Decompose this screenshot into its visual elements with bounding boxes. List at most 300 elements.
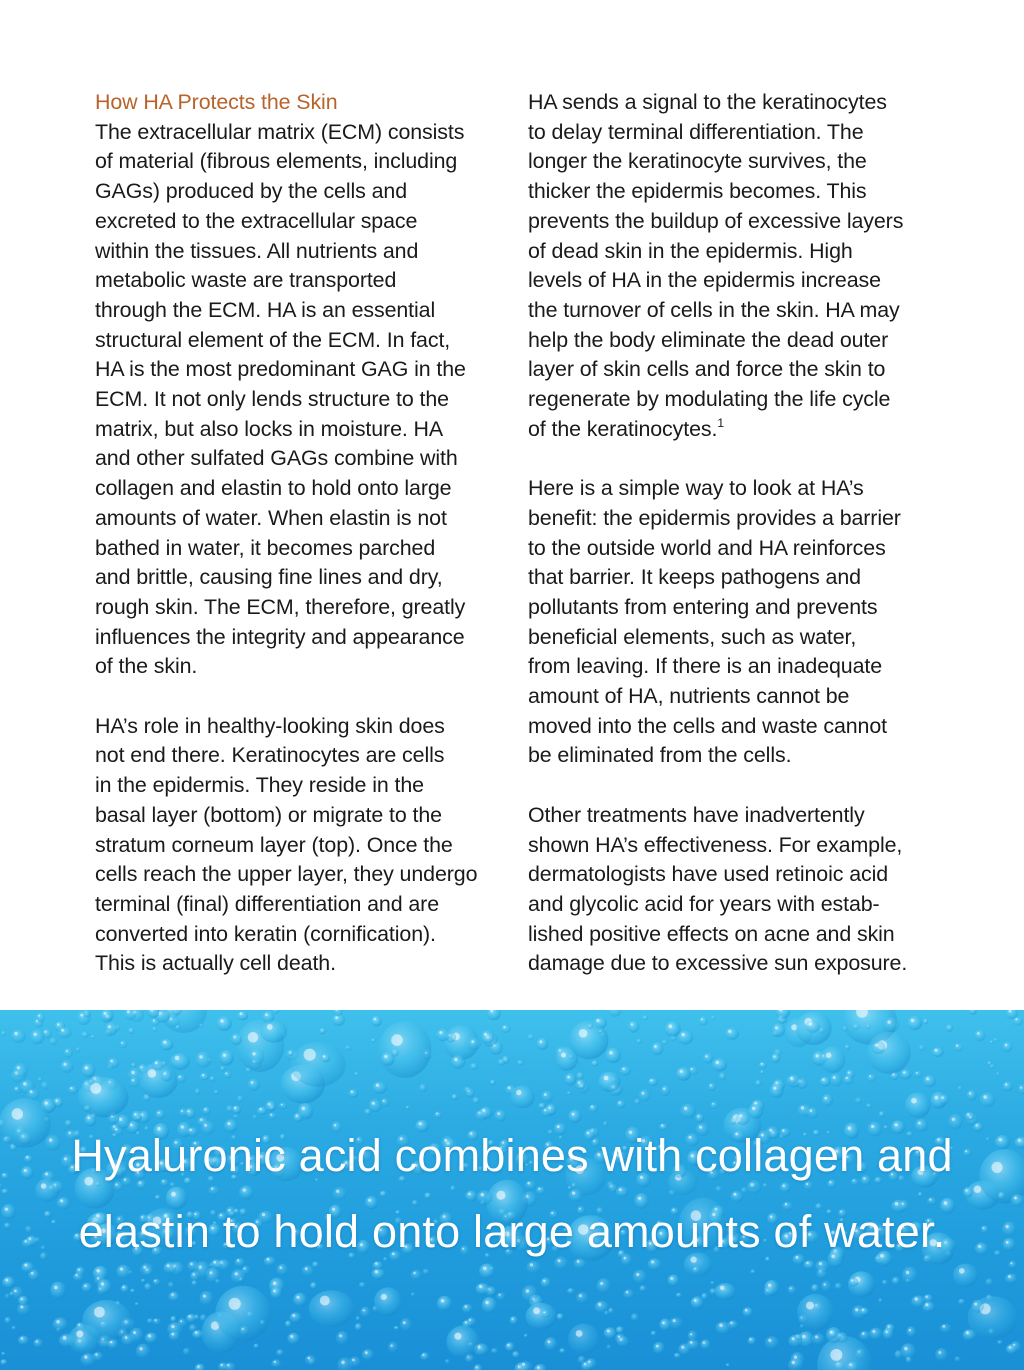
text-line: longer the keratinocyte survives, the <box>528 149 867 174</box>
water-droplet <box>797 1294 834 1330</box>
droplet-highlight <box>600 1282 603 1285</box>
water-droplet <box>541 1091 553 1103</box>
droplet-highlight <box>792 1361 795 1364</box>
water-droplet <box>406 1106 410 1110</box>
droplet-highlight <box>619 1102 621 1104</box>
droplet-highlight <box>663 1088 665 1090</box>
water-droplet <box>360 1307 370 1318</box>
droplet-highlight <box>225 1072 227 1074</box>
droplet-highlight <box>31 1272 33 1274</box>
droplet-highlight <box>110 1341 112 1343</box>
water-droplet <box>379 1021 432 1078</box>
water-droplet <box>567 1288 574 1294</box>
water-droplet <box>336 1331 349 1345</box>
droplet-highlight <box>872 1330 875 1333</box>
droplet-highlight <box>745 1309 747 1311</box>
water-droplet <box>710 1102 719 1110</box>
droplet-highlight <box>158 1112 160 1114</box>
water-droplet <box>680 1104 696 1119</box>
text-line: matrix, but also locks in moisture. HA <box>95 416 444 441</box>
text-line: GAGs) produced by the cells and <box>95 179 407 204</box>
droplet-highlight <box>642 1092 645 1095</box>
text-line: stratum corneum layer (top). Once the <box>95 832 453 857</box>
droplet-highlight <box>712 1103 714 1105</box>
water-droplet <box>1006 1344 1017 1354</box>
water-droplet <box>712 1058 727 1071</box>
water-droplet <box>84 1105 92 1111</box>
droplet-highlight <box>180 1320 182 1322</box>
right-column <box>528 88 933 1009</box>
droplet-highlight <box>499 1294 501 1296</box>
droplet-highlight <box>862 1309 864 1311</box>
water-droplet <box>795 1334 802 1340</box>
text-line: shown HA’s effectiveness. For example, <box>528 832 903 857</box>
droplet-highlight <box>374 1018 376 1020</box>
droplet-highlight <box>681 1033 684 1036</box>
water-droplet <box>76 1047 81 1052</box>
water-droplet <box>38 1077 43 1081</box>
water-droplet <box>636 1039 641 1044</box>
water-droplet <box>546 1104 557 1115</box>
water-droplet <box>354 1072 359 1076</box>
water-droplet <box>639 1089 651 1101</box>
text-line: of the skin. <box>95 654 198 679</box>
water-droplet <box>88 1079 94 1085</box>
text-line: amounts of water. When elastin is not <box>95 505 447 530</box>
droplet-highlight <box>23 1082 26 1085</box>
water-droplet <box>108 1058 120 1068</box>
droplet-highlight <box>274 1361 276 1363</box>
droplet-highlight <box>365 1351 368 1354</box>
water-droplet <box>9 1292 14 1296</box>
water-droplet <box>501 1025 511 1033</box>
water-droplet <box>541 1310 549 1318</box>
text-line: to delay terminal differentiation. The <box>528 119 864 144</box>
water-droplet <box>310 1282 317 1289</box>
water-droplet <box>608 1308 614 1314</box>
water-droplet <box>68 1086 78 1094</box>
water-droplet <box>200 1291 214 1306</box>
water-droplets-banner <box>0 1010 1024 1370</box>
water-droplet <box>807 1107 819 1118</box>
water-droplet <box>989 1040 993 1044</box>
text-line: to the outside world and HA reinforces <box>528 535 886 560</box>
text-line: of the keratinocytes.$^1$ <box>528 415 724 441</box>
droplet-highlight <box>44 1031 46 1033</box>
droplet-highlight <box>363 1309 365 1311</box>
water-droplet <box>843 1075 853 1084</box>
water-droplet <box>969 1010 977 1015</box>
droplet-highlight <box>526 1289 529 1292</box>
water-droplet <box>544 1337 557 1350</box>
droplet-highlight <box>773 1087 776 1090</box>
droplet-highlight <box>935 1049 938 1052</box>
droplet-highlight <box>544 1093 547 1096</box>
water-droplet <box>524 1334 528 1338</box>
water-droplet <box>700 1339 710 1349</box>
droplet-highlight <box>202 1074 204 1076</box>
droplet-highlight <box>750 1338 752 1340</box>
droplet-highlight <box>966 1331 969 1334</box>
water-droplet <box>771 1053 780 1063</box>
water-droplet <box>510 1316 518 1325</box>
droplet-highlight <box>484 1033 487 1036</box>
droplet-highlight <box>63 1336 67 1340</box>
droplet-highlight <box>752 1107 755 1110</box>
droplet-highlight <box>802 1335 805 1338</box>
water-droplet <box>50 1282 66 1299</box>
droplet-highlight <box>281 1104 283 1106</box>
droplet-highlight <box>1005 1083 1007 1085</box>
water-droplet <box>597 1278 611 1293</box>
water-droplet <box>805 1021 819 1033</box>
droplet-highlight <box>579 1029 588 1038</box>
water-droplet <box>575 1079 585 1090</box>
water-droplet <box>161 1070 172 1082</box>
water-droplet <box>200 1073 209 1081</box>
water-droplet <box>585 1358 596 1369</box>
droplet-highlight <box>572 1113 575 1116</box>
water-droplet <box>254 1344 259 1349</box>
droplet-highlight <box>719 1324 722 1327</box>
water-droplet <box>195 1088 201 1095</box>
water-droplet <box>279 1102 287 1109</box>
droplet-highlight <box>508 1086 511 1089</box>
droplet-highlight <box>1008 1275 1011 1278</box>
droplet-highlight <box>76 1330 83 1337</box>
droplet-highlight <box>21 1337 23 1339</box>
water-droplet <box>270 1287 282 1299</box>
droplet-highlight <box>824 1283 826 1285</box>
water-droplet <box>141 1279 145 1283</box>
droplet-highlight <box>381 1294 387 1300</box>
droplet-highlight <box>104 1012 107 1015</box>
water-droplet <box>372 1082 387 1094</box>
water-droplet <box>194 1314 199 1320</box>
droplet-highlight <box>384 1055 387 1058</box>
droplet-highlight <box>822 1078 824 1080</box>
water-droplet <box>616 1326 624 1333</box>
droplet-highlight <box>739 1114 742 1117</box>
water-droplet <box>5 1294 10 1299</box>
droplet-highlight <box>875 1044 878 1047</box>
water-droplet <box>963 1329 977 1340</box>
droplet-highlight <box>84 1285 86 1287</box>
water-droplet <box>820 1046 846 1073</box>
water-droplet <box>711 1015 716 1020</box>
droplet-highlight <box>792 1337 795 1340</box>
paragraph <box>528 801 933 979</box>
text-line: and other sulfated GAGs combine with <box>95 446 458 471</box>
water-droplet <box>136 1344 151 1359</box>
droplet-highlight <box>904 1347 907 1350</box>
water-droplet <box>2 1277 15 1289</box>
water-droplet <box>391 1049 399 1057</box>
water-droplet <box>914 1071 922 1078</box>
water-droplet <box>526 1303 557 1330</box>
water-droplet <box>468 1038 481 1051</box>
droplet-highlight <box>193 1273 195 1275</box>
droplet-highlight <box>465 1305 467 1307</box>
water-droplet <box>651 1042 663 1055</box>
droplet-highlight <box>909 1329 911 1331</box>
droplet-highlight <box>14 1032 17 1035</box>
water-droplet <box>631 1313 639 1321</box>
droplet-highlight <box>775 1026 778 1029</box>
droplet-highlight <box>45 1101 48 1104</box>
water-droplet <box>239 1277 243 1281</box>
water-droplet <box>191 1280 197 1286</box>
water-droplet <box>620 1066 631 1076</box>
water-droplet <box>678 1344 690 1356</box>
droplet-highlight <box>607 1330 610 1333</box>
water-droplet <box>437 1296 452 1311</box>
droplet-highlight <box>654 1045 657 1048</box>
water-droplet <box>476 1283 490 1295</box>
water-droplet <box>121 1285 129 1293</box>
water-droplet <box>911 1295 925 1307</box>
water-droplet <box>260 1021 287 1043</box>
droplet-highlight <box>441 1299 444 1302</box>
water-droplet <box>175 1025 180 1030</box>
water-droplet <box>996 1072 1000 1076</box>
text-line: cells reach the upper layer, they undergo <box>95 862 478 887</box>
droplet-highlight <box>862 1332 865 1335</box>
water-droplet <box>1002 1081 1013 1091</box>
droplet-highlight <box>790 1287 792 1289</box>
droplet-highlight <box>302 1107 305 1110</box>
droplet-highlight <box>454 1058 457 1061</box>
droplet-highlight <box>108 1025 111 1028</box>
droplet-highlight <box>273 1282 276 1285</box>
droplet-highlight <box>631 1023 633 1025</box>
droplet-highlight <box>935 1096 938 1099</box>
water-droplet <box>691 1296 704 1308</box>
droplet-highlight <box>234 1107 236 1109</box>
droplet-highlight <box>701 1018 703 1020</box>
droplet-highlight <box>171 1333 174 1336</box>
water-droplet <box>587 1024 593 1029</box>
text-line: beneficial elements, such as water, <box>528 624 857 649</box>
droplet-highlight <box>133 1331 136 1334</box>
droplet-highlight <box>14 1290 17 1293</box>
water-droplet <box>892 1277 900 1285</box>
droplet-highlight <box>153 1020 155 1022</box>
pull-quote-line: elastin to hold onto large amounts of water. <box>78 1206 946 1257</box>
water-droplet <box>209 1076 215 1081</box>
droplet-highlight <box>139 1347 142 1350</box>
text-line: structural element of the ECM. In fact, <box>95 327 451 352</box>
water-droplet <box>537 1038 549 1050</box>
droplet-highlight <box>171 1325 174 1328</box>
droplet-highlight <box>469 1319 471 1321</box>
droplet-highlight <box>260 1108 262 1110</box>
droplet-highlight <box>20 1305 23 1308</box>
water-droplet <box>170 1316 176 1322</box>
droplet-highlight <box>454 1333 461 1340</box>
droplet-highlight <box>830 1331 832 1333</box>
droplet-highlight <box>849 1363 852 1366</box>
water-droplet <box>770 1083 784 1098</box>
water-droplet <box>130 1289 135 1293</box>
water-droplet <box>623 1289 634 1299</box>
water-droplet <box>356 1316 360 1320</box>
water-droplet <box>481 1030 495 1043</box>
water-droplet <box>451 1055 465 1069</box>
droplet-highlight <box>815 1336 818 1339</box>
water-droplet <box>659 1319 671 1331</box>
text-line: rough skin. The ECM, therefore, greatly <box>95 594 466 619</box>
droplet-highlight <box>80 1014 83 1017</box>
water-droplet <box>49 1038 57 1045</box>
water-droplet <box>598 1030 603 1034</box>
droplet-highlight <box>391 1034 403 1046</box>
droplet-highlight <box>471 1040 474 1043</box>
droplet-highlight <box>1020 1087 1022 1089</box>
droplet-highlight <box>339 1334 342 1337</box>
water-droplet <box>765 1336 779 1349</box>
water-droplet <box>231 1033 242 1045</box>
droplet-highlight <box>512 1318 514 1320</box>
droplet-highlight <box>983 1095 986 1098</box>
water-droplet <box>5 1317 12 1324</box>
droplet-highlight <box>265 1013 268 1016</box>
water-droplet <box>604 1327 617 1339</box>
water-droplet <box>371 1038 375 1042</box>
droplet-highlight <box>761 1063 763 1065</box>
droplet-highlight <box>680 1070 683 1073</box>
droplet-highlight <box>123 1286 125 1288</box>
water-droplet <box>748 1337 757 1345</box>
water-droplet <box>591 1060 598 1066</box>
text-line: the turnover of cells in the skin. HA may <box>528 297 900 322</box>
water-droplet <box>559 1348 565 1353</box>
droplet-highlight <box>375 1270 378 1273</box>
water-droplet <box>26 1088 39 1100</box>
text-line: converted into keratin (cornification). <box>95 921 436 946</box>
droplet-highlight <box>846 1077 848 1079</box>
water-droplet <box>860 1307 870 1315</box>
water-droplet <box>923 1075 936 1087</box>
droplet-highlight <box>351 1091 353 1093</box>
water-droplet <box>882 1280 888 1285</box>
water-droplet <box>867 1074 877 1082</box>
water-droplet <box>661 1085 671 1095</box>
water-droplet <box>703 1053 713 1063</box>
water-droplet <box>568 1324 599 1355</box>
text-line: thicker the epidermis becomes. This <box>528 179 867 204</box>
pull-quote-line: Hyaluronic acid combines with collagen and <box>71 1130 953 1181</box>
water-droplet <box>355 1323 362 1330</box>
water-droplet <box>616 1100 625 1108</box>
droplet-highlight <box>242 1328 244 1330</box>
water-droplet <box>708 1083 716 1091</box>
water-droplet <box>883 1328 894 1340</box>
droplet-highlight <box>636 1273 639 1276</box>
droplet-highlight <box>911 1098 917 1104</box>
droplet-highlight <box>967 1113 969 1115</box>
droplet-highlight <box>36 1340 38 1342</box>
water-droplet <box>345 1045 351 1050</box>
droplet-highlight <box>296 1115 298 1117</box>
droplet-highlight <box>101 1282 104 1285</box>
water-droplet <box>710 1281 714 1285</box>
water-droplet <box>309 1290 355 1327</box>
droplet-highlight <box>70 1087 72 1089</box>
droplet-highlight <box>768 1339 771 1342</box>
water-droplet <box>534 1364 546 1370</box>
water-droplet <box>830 1073 843 1086</box>
water-droplet <box>487 1010 501 1020</box>
water-droplet <box>750 1269 755 1274</box>
water-droplet <box>91 1035 95 1039</box>
droplet-highlight <box>476 1367 478 1369</box>
water-droplet <box>195 1364 205 1370</box>
water-droplet <box>169 1292 180 1302</box>
water-droplet <box>878 1298 882 1303</box>
droplet-highlight <box>270 1114 272 1116</box>
droplet-highlight <box>848 1072 850 1074</box>
water-droplet <box>907 1016 922 1030</box>
droplet-highlight <box>131 1071 134 1074</box>
water-droplet <box>811 1284 819 1292</box>
water-droplet <box>742 1307 753 1317</box>
water-droplet <box>288 1050 293 1056</box>
water-droplet <box>665 1021 681 1037</box>
droplet-highlight <box>543 1280 545 1282</box>
water-droplet <box>726 1363 730 1367</box>
text-line: metabolic waste are transported <box>95 268 397 293</box>
water-droplet <box>674 1353 681 1359</box>
water-droplet <box>954 1043 964 1052</box>
droplet-highlight <box>728 1030 731 1033</box>
water-droplet <box>980 1092 996 1107</box>
droplet-highlight <box>547 1340 550 1343</box>
text-line: help the body eliminate the dead outer <box>528 327 889 352</box>
water-droplet <box>589 1104 598 1112</box>
droplet-highlight <box>110 1060 113 1063</box>
droplet-highlight <box>61 1029 64 1032</box>
text-line: that barrier. It keeps pathogens and <box>528 565 861 590</box>
text-line: through the ECM. HA is an essential <box>95 297 436 322</box>
water-droplet <box>474 1364 483 1370</box>
water-droplet <box>135 1302 139 1305</box>
text-line: This is actually cell death. <box>95 951 336 976</box>
water-droplet <box>152 1059 164 1070</box>
droplet-highlight <box>710 1084 712 1086</box>
water-droplet <box>169 1331 181 1341</box>
droplet-highlight <box>94 1307 105 1318</box>
footnote-ref: 1 <box>717 415 724 430</box>
water-droplet <box>971 1300 984 1313</box>
water-droplet <box>78 1077 128 1117</box>
droplet-highlight <box>915 1297 918 1300</box>
droplet-highlight <box>372 1102 375 1105</box>
text-line: HA is the most predominant GAG in the <box>95 357 466 382</box>
droplet-highlight <box>163 1041 166 1044</box>
droplet-highlight <box>229 1298 241 1310</box>
water-droplet <box>199 1023 203 1027</box>
droplet-highlight <box>911 1019 914 1022</box>
water-droplet <box>305 1355 317 1365</box>
droplet-highlight <box>235 1272 238 1275</box>
droplet-highlight <box>497 1112 500 1115</box>
droplet-highlight <box>906 1271 909 1274</box>
droplet-highlight <box>591 1106 593 1108</box>
droplet-highlight <box>15 1087 17 1089</box>
droplet-highlight <box>815 1054 818 1057</box>
droplet-highlight <box>240 1012 243 1015</box>
